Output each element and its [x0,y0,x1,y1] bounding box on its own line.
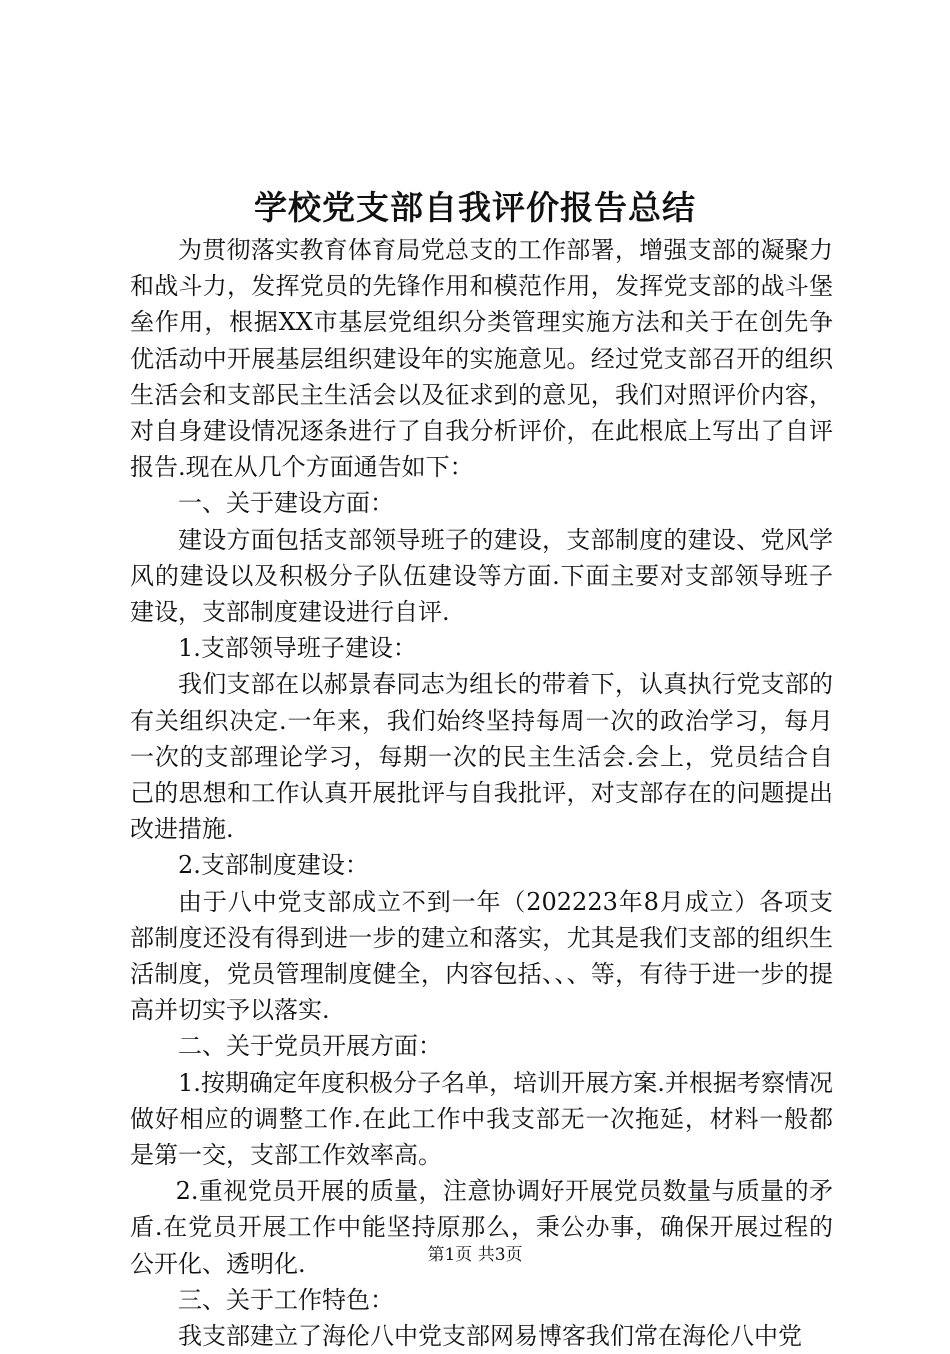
features-paragraph: 我支部建立了海伦八中党支部网易博客我们常在海伦八中党 [178,1322,802,1351]
document-body [130,232,833,1354]
system-paragraph: 由于八中党支部成立不到一年（202223年8月成立）各项支部制度还没有得到进一步的建立和落实，尤其是我们支部的组织生活制度，党员管理制度健全，内容包括、、、等，有待于进一步的提高并切实予以落实. [130,887,833,1025]
subsection-heading-leadership: 1.支部领导班子建设： [178,634,417,663]
subsection-heading-system: 2.支部制度建设： [178,851,369,880]
intro-paragraph: 为贯彻落实教育体育局党总支的工作部署，增强支部的凝聚力和战斗力，发挥党员的先锋作用和模范作用，发挥党支部的战斗堡垒作用，根据XX市基层党组织分类管理实施方法和关于在创先争优活动中开展基层组织建设年的实施意见。经过党支部召开的组织生活会和支部民主生活会以及征求到的意见，我们对照评价内容，对自身建设情况逐条进行了自我分析评价，在此根底上写出了自评报告.现在从几个方面通告如下： [130,236,833,482]
leadership-paragraph: 我们支部在以郝景春同志为组长的带着下，认真执行党支部的有关组织决定.一年来，我们始终坚持每周一次的政治学习，每月一次的支部理论学习，每期一次的民主生活会.会上，党员结合自己的思想和工作认真开展批评与自我批评，对支部存在的问题提出改进措施. [130,670,833,844]
document-title: 学校党支部自我评价报告总结 [254,188,696,227]
section-heading-development: 二、关于党员开展方面： [178,1032,442,1061]
section-heading-features: 三、关于工作特色： [178,1285,394,1314]
development-item-1: 1.按期确定年度积极分子名单，培训开展方案.并根据考察情况做好相应的调整工作.在此工作中我支部无一次拖延，材料一般都是第一交，支部工作效率高。 [130,1068,833,1170]
page-footer: 第1页 共3页 [427,1245,523,1265]
construction-paragraph: 建设方面包括支部领导班子的建设，支部制度的建设、党风学风的建设以及积极分子队伍建设等方面.下面主要对支部领导班子建设，支部制度建设进行自评. [130,525,833,627]
development-item-2: 2.重视党员开展的质量，注意协调好开展党员数量与质量的矛盾.在党员开展工作中能坚持原那么，秉公办事，确保开展过程的公开化、透明化. [130,1177,833,1278]
section-heading-construction: 一、关于建设方面： [178,489,394,518]
